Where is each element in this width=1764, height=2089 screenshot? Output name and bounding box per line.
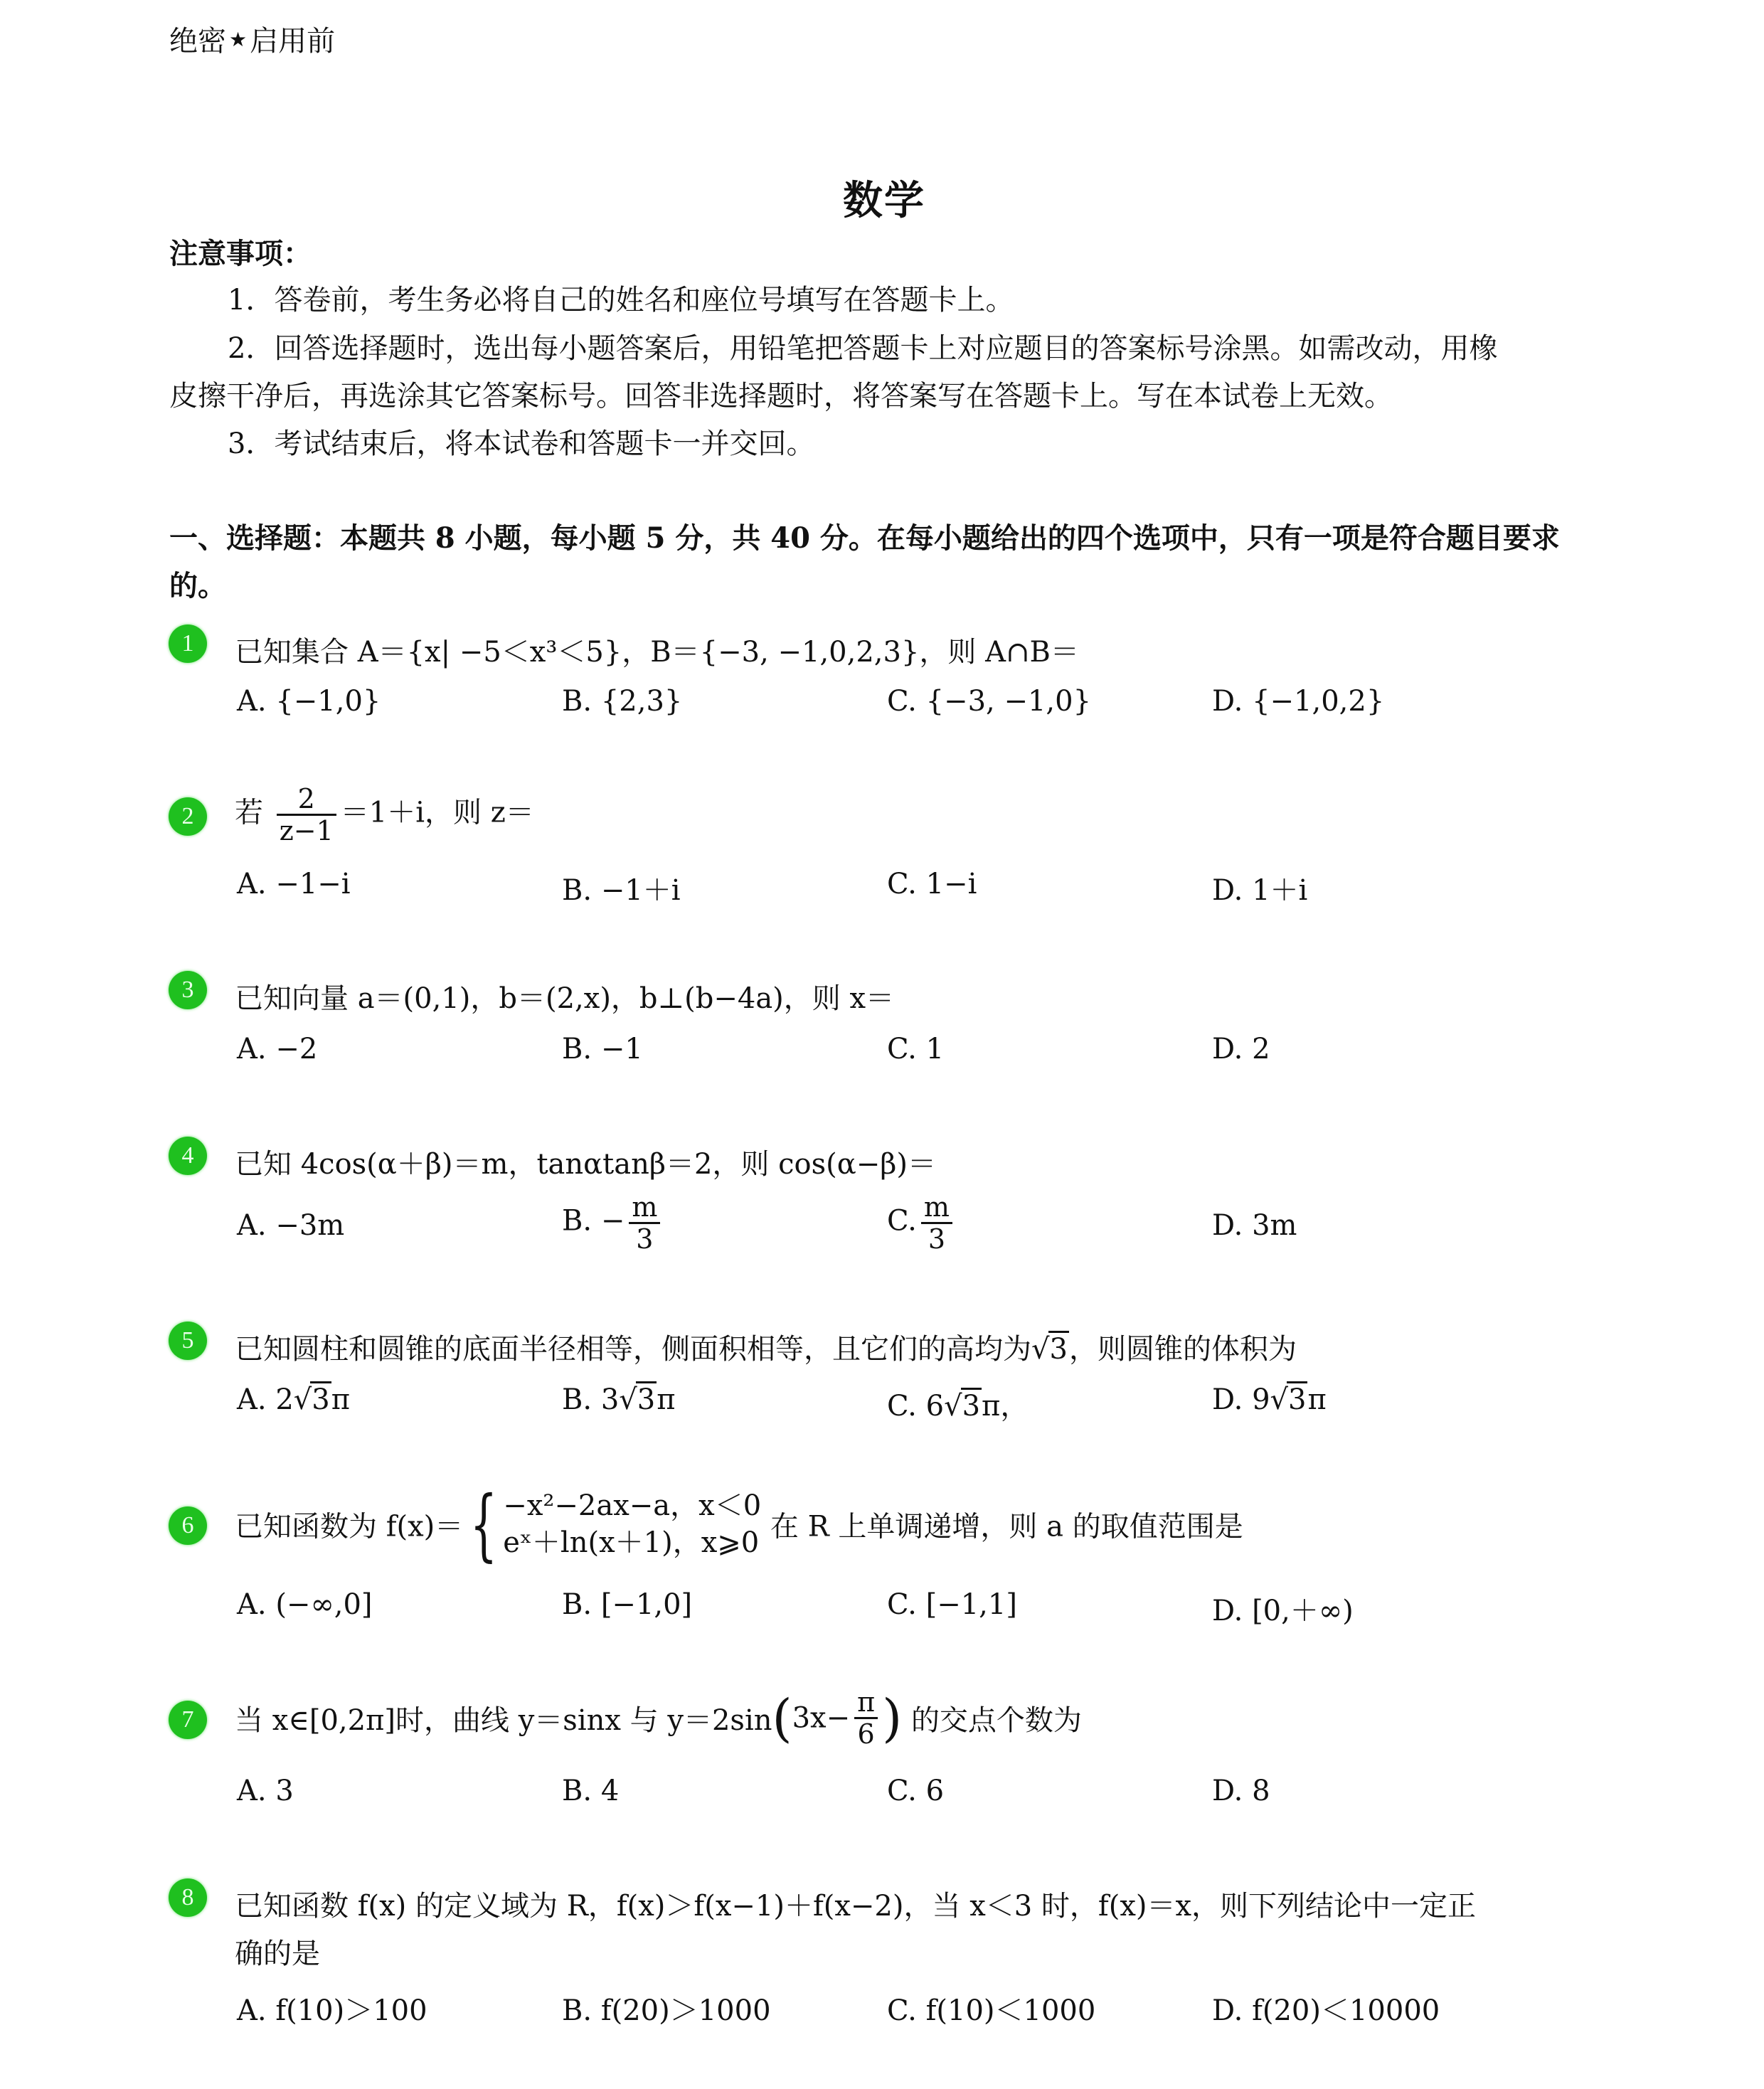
question-6-option-b[interactable]: B. [−1,0] xyxy=(562,1588,693,1621)
question-number-badge: 3 xyxy=(169,971,207,1009)
question-5-stem xyxy=(235,1327,1297,1367)
question-1-stem: 已知集合 A＝{x| −5＜x³＜5}，B＝{−3, −1,0,2,3}，则 A∩B＝ xyxy=(235,636,1079,669)
piecewise-case-1: −x²−2ax−a，x＜0 xyxy=(503,1489,762,1522)
notice-item-2: 2．回答选择题时，选出每小题答案后，用铅笔把答题卡上对应题目的答案标号涂黑。如需改动，用橡 xyxy=(228,332,1498,365)
question-5-option-b[interactable] xyxy=(562,1383,676,1416)
pi-symbol: π xyxy=(1307,1383,1327,1416)
option-label: C. 6 xyxy=(887,1390,945,1423)
notice-item-1: 1．答卷前，考生务必将自己的姓名和座位号填写在答题卡上。 xyxy=(228,284,1014,317)
fraction-numerator: π xyxy=(857,1686,876,1718)
question-2-option-b[interactable]: B. −1＋i xyxy=(562,874,681,907)
question-7-suffix: 的交点个数为 xyxy=(910,1704,1082,1737)
question-4-option-c[interactable] xyxy=(887,1192,957,1254)
question-5-option-d[interactable] xyxy=(1212,1383,1327,1416)
page-title: 数学 xyxy=(843,178,925,224)
question-8-option-a[interactable]: A. f(10)＞100 xyxy=(237,1994,427,2027)
question-8-option-c[interactable]: C. f(10)＜1000 xyxy=(887,1994,1096,2027)
left-brace: { xyxy=(470,1479,498,1570)
question-6-option-a[interactable]: A. (−∞,0] xyxy=(237,1588,373,1621)
question-number-badge: 4 xyxy=(169,1137,207,1175)
fraction-denominator: 3 xyxy=(921,1222,952,1254)
star-icon: ★ xyxy=(229,28,248,51)
question-5-option-c[interactable] xyxy=(887,1383,1029,1424)
question-5-prefix: 已知圆柱和圆锥的底面半径相等，侧面积相等，且它们的高均为 xyxy=(235,1333,1031,1366)
question-4-option-b[interactable] xyxy=(562,1192,664,1254)
fraction xyxy=(277,784,336,846)
fraction xyxy=(854,1687,878,1749)
inner-expression: 3x− xyxy=(792,1701,851,1735)
question-6-suffix: 在 R 上单调递增，则 a 的取值范围是 xyxy=(770,1510,1243,1543)
question-4-stem: 已知 4cos(α＋β)＝m，tanαtanβ＝2，则 cos(α−β)＝ xyxy=(235,1148,936,1181)
right-paren: ) xyxy=(882,1688,903,1748)
question-7-option-a[interactable]: A. 3 xyxy=(237,1775,294,1807)
radicand: 3 xyxy=(310,1381,331,1416)
square-root: √3 xyxy=(294,1383,331,1416)
square-root: √3 xyxy=(1031,1333,1069,1366)
question-1-option-d[interactable]: D. {−1,0,2} xyxy=(1212,685,1385,718)
notice-item-2-cont: 皮擦干净后，再选涂其它答案标号。回答非选择题时，将答案写在答题卡上。写在本试卷上无效。 xyxy=(169,380,1393,413)
question-3-option-c[interactable]: C. 1 xyxy=(887,1033,945,1065)
question-8-option-d[interactable]: D. f(20)＜10000 xyxy=(1212,1994,1440,2027)
fraction-denominator: 3 xyxy=(629,1222,660,1254)
question-5-option-a[interactable] xyxy=(237,1383,350,1416)
question-8-option-b[interactable]: B. f(20)＞1000 xyxy=(562,1994,771,2027)
question-number-badge: 2 xyxy=(169,797,207,836)
square-root: √3 xyxy=(619,1383,657,1416)
pi-symbol: π xyxy=(657,1383,676,1416)
notice-heading: 注意事项： xyxy=(169,238,312,270)
left-paren: ( xyxy=(772,1688,792,1748)
question-7-stem xyxy=(235,1687,1082,1749)
question-6-option-c[interactable]: C. [−1,1] xyxy=(887,1588,1017,1621)
question-5-suffix: ，则圆锥的体积为 xyxy=(1068,1333,1297,1366)
fraction xyxy=(629,1192,660,1254)
square-root: √3 xyxy=(1270,1383,1308,1416)
question-2-suffix: ＝1＋i，则 z＝ xyxy=(340,796,534,829)
piecewise-function xyxy=(463,1479,762,1570)
question-8-stem-line2: 确的是 xyxy=(235,1937,320,1970)
fraction-numerator: 2 xyxy=(297,783,315,814)
question-1-option-b[interactable]: B. {2,3} xyxy=(562,685,683,718)
confidential-label xyxy=(169,18,335,59)
question-2-option-c[interactable]: C. 1−i xyxy=(887,868,977,900)
question-2-option-d[interactable]: D. 1＋i xyxy=(1212,874,1308,907)
section-heading-line2: 的。 xyxy=(169,569,226,602)
fraction-denominator: 6 xyxy=(854,1717,878,1749)
option-label: B. − xyxy=(562,1204,625,1238)
radicand: 3 xyxy=(636,1381,657,1416)
question-7-option-c[interactable]: C. 6 xyxy=(887,1775,945,1807)
question-6-stem xyxy=(235,1479,1243,1570)
radicand: 3 xyxy=(961,1388,982,1423)
question-2-prefix: 若 xyxy=(235,796,263,829)
question-number-badge: 1 xyxy=(169,624,207,663)
pi-symbol: π xyxy=(331,1383,351,1416)
question-7-option-d[interactable]: D. 8 xyxy=(1212,1775,1270,1807)
fraction xyxy=(921,1192,952,1254)
section-heading-line1: 一、选择题：本题共 8 小题，每小题 5 分，共 40 分。在每小题给出的四个选项中，只有一项是符合题目要求 xyxy=(169,521,1560,555)
fraction-denominator: z−1 xyxy=(277,814,336,846)
question-number-badge: 8 xyxy=(169,1878,207,1917)
question-1-option-c[interactable]: C. {−3, −1,0} xyxy=(887,685,1092,718)
option-label: D. 9 xyxy=(1212,1383,1270,1416)
piecewise-case-2: eˣ＋ln(x＋1)，x⩾0 xyxy=(503,1526,760,1559)
question-4-option-a[interactable]: A. −3m xyxy=(237,1209,345,1242)
question-3-option-d[interactable]: D. 2 xyxy=(1212,1033,1270,1065)
radicand: 3 xyxy=(1287,1381,1307,1416)
fraction-numerator: m xyxy=(923,1191,950,1223)
question-number-badge: 7 xyxy=(169,1701,207,1739)
question-6-prefix: 已知函数为 f(x)＝ xyxy=(235,1510,464,1543)
notice-item-3: 3．考试结束后，将本试卷和答题卡一并交回。 xyxy=(228,427,815,460)
option-label: B. 3 xyxy=(562,1383,620,1416)
radicand: 3 xyxy=(1048,1331,1069,1366)
question-3-option-a[interactable]: A. −2 xyxy=(237,1033,318,1065)
confidential-text: 绝密 xyxy=(169,25,226,58)
question-number-badge: 6 xyxy=(169,1506,207,1545)
question-6-option-d[interactable]: D. [0,＋∞) xyxy=(1212,1595,1354,1627)
square-root: √3 xyxy=(944,1390,982,1423)
option-label: C. xyxy=(887,1204,917,1238)
before-use-text: 启用前 xyxy=(250,25,336,58)
question-number-badge: 5 xyxy=(169,1322,207,1360)
question-7-option-b[interactable]: B. 4 xyxy=(562,1775,620,1807)
question-2-stem xyxy=(235,784,534,846)
question-3-option-b[interactable]: B. −1 xyxy=(562,1033,643,1065)
fraction-numerator: m xyxy=(632,1191,658,1223)
question-7-prefix: 当 x∈[0,2π]时，曲线 y＝sinx 与 y＝2sin xyxy=(235,1704,772,1737)
question-8-stem-line1: 已知函数 f(x) 的定义域为 R，f(x)＞f(x−1)＋f(x−2)，当 x＜3 时，f(x)＝x，则下列结论中一定正 xyxy=(235,1890,1477,1923)
option-label: A. 2 xyxy=(237,1383,294,1416)
pi-symbol: π xyxy=(982,1390,1001,1423)
question-2-option-a[interactable]: A. −1−i xyxy=(237,868,351,900)
question-1-option-a[interactable]: A. {−1,0} xyxy=(237,685,381,718)
question-4-option-d[interactable]: D. 3m xyxy=(1212,1209,1297,1242)
question-3-stem: 已知向量 a＝(0,1)，b＝(2,x)，b⊥(b−4a)，则 x＝ xyxy=(235,982,895,1015)
trailing-comma: ， xyxy=(1000,1390,1029,1423)
